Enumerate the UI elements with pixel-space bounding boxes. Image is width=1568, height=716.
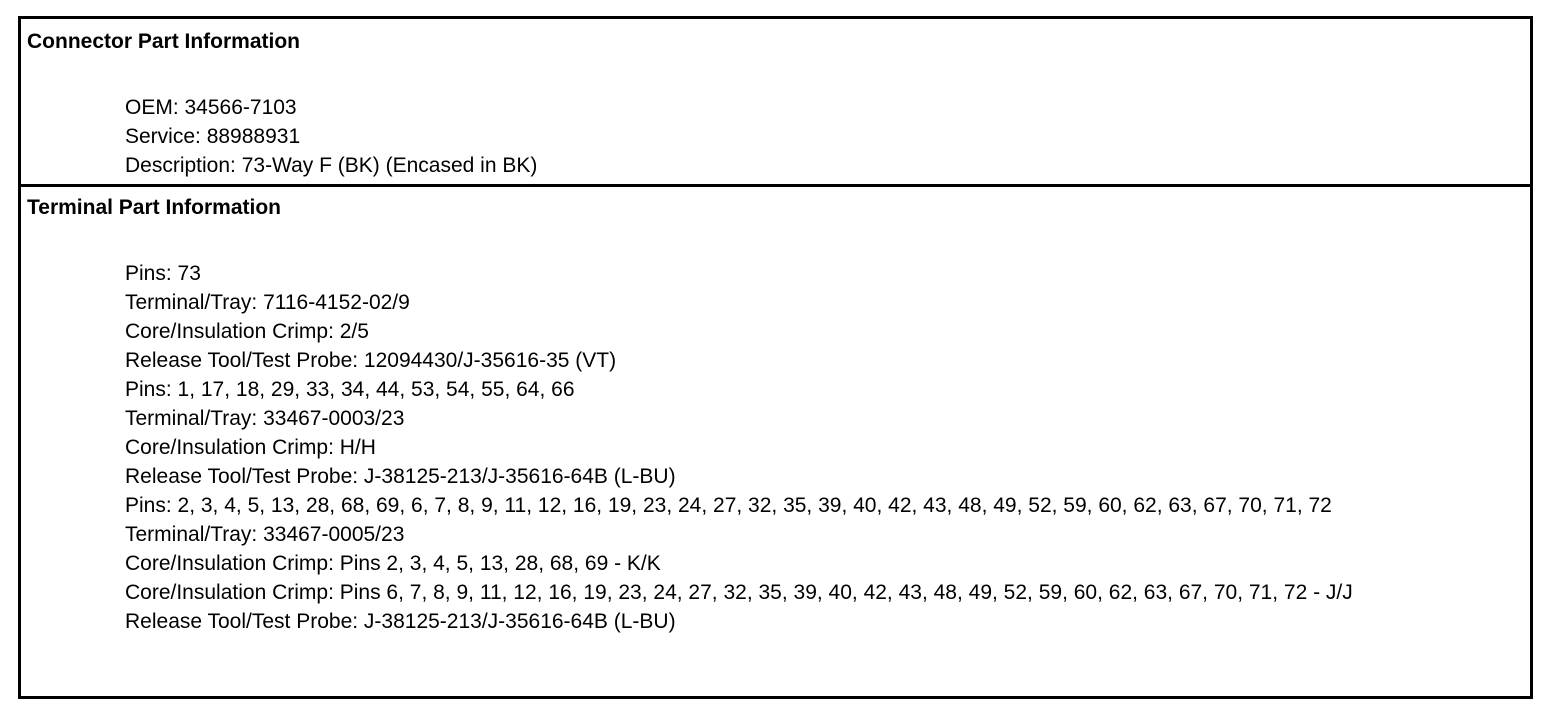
terminal-details <box>125 259 1510 636</box>
part-info-table <box>18 16 1533 699</box>
pins-line: Pins: 2, 3, 4, 5, 13, 28, 68, 69, 6, 7, 8, 9, 11, 12, 16, 19, 23, 24, 27, 32, 35, 39, 40, 42, 43, 48, 49, 52, 59, 60, 62, 63, 67, 70, 71, 72 <box>125 494 1332 517</box>
crimp-line: Core/Insulation Crimp: 2/5 <box>125 320 369 343</box>
release-tool-line: Release Tool/Test Probe: J-38125-213/J-35616-64B (L-BU) <box>125 610 676 633</box>
description-line: Description: 73-Way F (BK) (Encased in BK) <box>125 154 538 177</box>
release-tool-line: Release Tool/Test Probe: J-38125-213/J-35616-64B (L-BU) <box>125 465 676 488</box>
release-tool-line: Release Tool/Test Probe: 12094430/J-35616-35 (VT) <box>125 349 617 372</box>
oem-line: OEM: 34566-7103 <box>125 96 297 119</box>
terminal-tray-line: Terminal/Tray: 7116-4152-02/9 <box>125 291 410 314</box>
pins-line: Pins: 73 <box>125 262 201 285</box>
terminal-section-title: Terminal Part Information <box>27 196 281 219</box>
terminal-tray-line: Terminal/Tray: 33467-0005/23 <box>125 523 405 546</box>
crimp-line: Core/Insulation Crimp: H/H <box>125 436 376 459</box>
terminal-tray-line: Terminal/Tray: 33467-0003/23 <box>125 407 405 430</box>
connector-details <box>125 93 1510 180</box>
crimp-line: Core/Insulation Crimp: Pins 2, 3, 4, 5, 13, 28, 68, 69 - K/K <box>125 552 661 575</box>
service-line: Service: 88988931 <box>125 125 301 148</box>
connector-section-title: Connector Part Information <box>27 30 301 53</box>
pins-line: Pins: 1, 17, 18, 29, 33, 34, 44, 53, 54, 55, 64, 66 <box>125 378 575 401</box>
terminal-part-section <box>21 187 1530 696</box>
connector-part-section <box>21 19 1530 187</box>
crimp-line: Core/Insulation Crimp: Pins 6, 7, 8, 9, 11, 12, 16, 19, 23, 24, 27, 32, 35, 39, 40, 42, 43, 48, 49, 52, 59, 60, 62, 63, 67, 70, 71, 72 - J/J <box>125 581 1353 604</box>
